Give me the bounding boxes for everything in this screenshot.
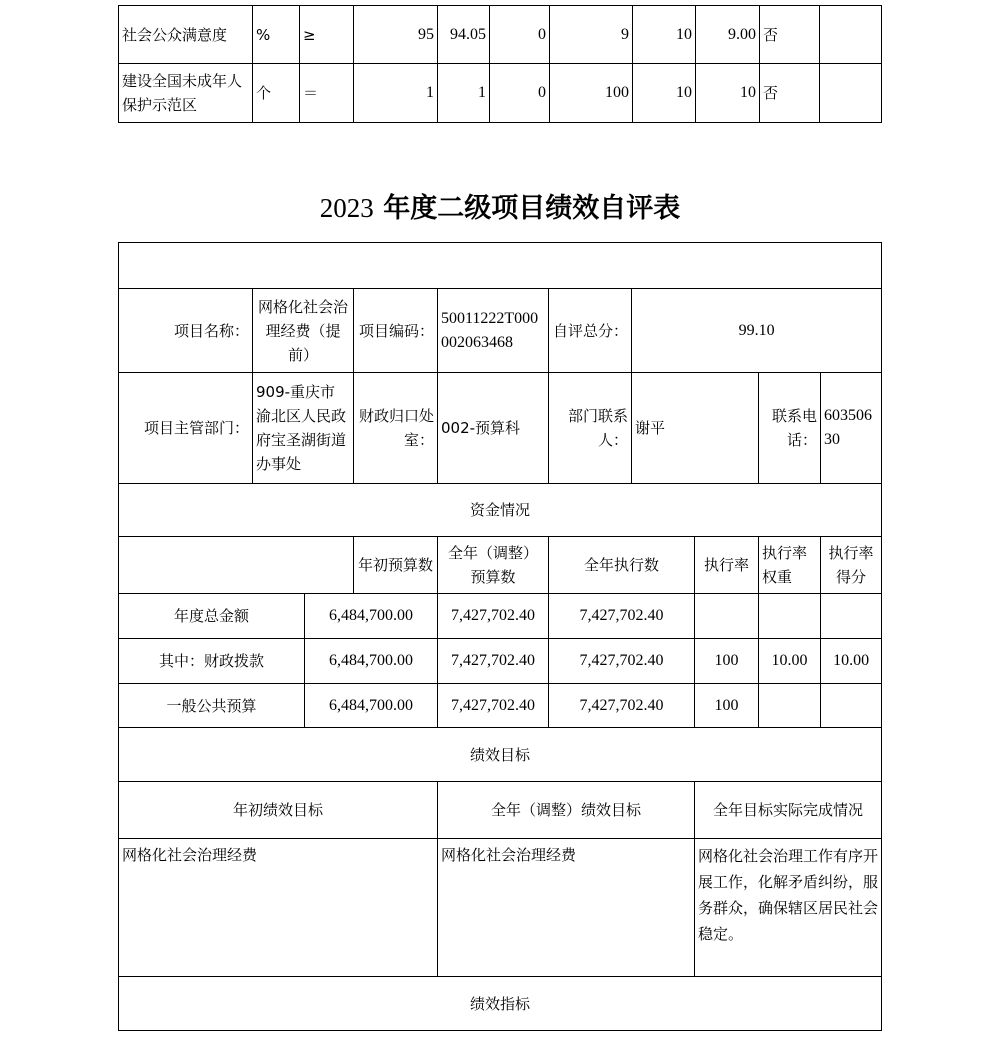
funds-row-label: 一般公共预算	[119, 684, 305, 728]
funds-row-label: 其中：财政拨款	[119, 639, 305, 684]
funds-adjusted: 7,427,702.40	[438, 594, 549, 639]
title-text: 年度二级项目绩效自评表	[383, 193, 681, 224]
dept-info-row	[119, 373, 882, 484]
funds-adjusted: 7,427,702.40	[438, 684, 549, 728]
indicators-section-title: 绩效指标	[119, 977, 882, 1031]
indicator-row	[119, 64, 882, 123]
indicator-row	[119, 6, 882, 64]
indicator-col7: 9	[550, 6, 633, 64]
indicator-flag: 否	[760, 64, 820, 123]
indicator-col9: 10	[696, 64, 760, 123]
goals-header-actual: 全年目标实际完成情况	[695, 782, 882, 839]
project-code-label: 项目编码：	[354, 289, 438, 373]
indicator-col8: 10	[633, 6, 696, 64]
goals-content-row	[119, 839, 882, 977]
indicator-operator: ＝	[300, 64, 354, 123]
funds-initial: 6,484,700.00	[305, 594, 438, 639]
indicator-target: 1	[354, 64, 438, 123]
funds-row	[119, 684, 882, 728]
funds-executed: 7,427,702.40	[549, 684, 695, 728]
indicator-unit: %	[253, 6, 300, 64]
goals-header-row	[119, 782, 882, 839]
indicator-flag: 否	[760, 6, 820, 64]
funds-score	[821, 594, 882, 639]
indicator-target: 95	[354, 6, 438, 64]
self-eval-score: 99.10	[632, 289, 882, 373]
office-label: 财政归口处室：	[354, 373, 438, 484]
phone-label: 联系电话：	[759, 373, 821, 484]
funds-row	[119, 639, 882, 684]
goals-actual: 网格化社会治理工作有序开展工作，化解矛盾纠纷，服务群众，确保辖区居民社会稳定。	[695, 839, 882, 977]
dept-label: 项目主管部门：	[119, 373, 253, 484]
indicator-operator: ≥	[300, 6, 354, 64]
funds-header-weight: 执行率权重	[759, 537, 821, 594]
funds-rate: 100	[695, 684, 759, 728]
indicator-col8: 10	[633, 64, 696, 123]
funds-rate	[695, 594, 759, 639]
goals-header-adjusted: 全年（调整）绩效目标	[438, 782, 695, 839]
funds-executed: 7,427,702.40	[549, 639, 695, 684]
funds-rate: 100	[695, 639, 759, 684]
contact-label: 部门联系人：	[549, 373, 632, 484]
funds-initial: 6,484,700.00	[305, 639, 438, 684]
funds-row-label: 年度总金额	[119, 594, 305, 639]
funds-weight	[759, 594, 821, 639]
office-name: 002-预算科	[438, 373, 549, 484]
funds-section-row	[119, 484, 882, 537]
goals-adjusted: 网格化社会治理经费	[438, 839, 695, 977]
top-indicator-table	[118, 5, 882, 123]
goals-initial: 网格化社会治理经费	[119, 839, 438, 977]
funds-header-initial: 年初预算数	[354, 537, 438, 594]
indicator-name: 社会公众满意度	[119, 6, 253, 64]
indicator-col6: 0	[490, 6, 550, 64]
indicator-col11	[820, 6, 882, 64]
funds-header-rate: 执行率	[695, 537, 759, 594]
funds-weight: 10.00	[759, 639, 821, 684]
funds-score	[821, 684, 882, 728]
indicator-col6: 0	[490, 64, 550, 123]
goals-section-title: 绩效目标	[119, 728, 882, 782]
goals-section-row	[119, 728, 882, 782]
goals-header-initial: 年初绩效目标	[119, 782, 438, 839]
indicators-section-row	[119, 977, 882, 1031]
funds-header-score: 执行率得分	[821, 537, 882, 594]
funds-section-title: 资金情况	[119, 484, 882, 537]
indicator-col11	[820, 64, 882, 123]
funds-header-executed: 全年执行数	[549, 537, 695, 594]
page-title	[0, 186, 1000, 231]
indicator-actual: 1	[438, 64, 490, 123]
funds-row	[119, 594, 882, 639]
funds-score: 10.00	[821, 639, 882, 684]
project-name: 网格化社会治理经费（提前）	[253, 289, 354, 373]
project-name-label: 项目名称：	[119, 289, 253, 373]
phone-number: 60350630	[821, 373, 882, 484]
indicator-name: 建设全国未成年人保护示范区	[119, 64, 253, 123]
contact-name: 谢平	[632, 373, 759, 484]
evaluation-table	[118, 242, 882, 1031]
funds-adjusted: 7,427,702.40	[438, 639, 549, 684]
blank-cell	[119, 243, 882, 289]
funds-executed: 7,427,702.40	[549, 594, 695, 639]
indicator-actual: 94.05	[438, 6, 490, 64]
indicator-unit: 个	[253, 64, 300, 123]
funds-header-blank	[119, 537, 354, 594]
project-code: 50011222T000002063468	[438, 289, 549, 373]
funds-header-adjusted: 全年（调整）预算数	[438, 537, 549, 594]
blank-header-row	[119, 243, 882, 289]
funds-header-row	[119, 537, 882, 594]
funds-weight	[759, 684, 821, 728]
funds-initial: 6,484,700.00	[305, 684, 438, 728]
project-info-row	[119, 289, 882, 373]
indicator-col9: 9.00	[696, 6, 760, 64]
score-label: 自评总分：	[549, 289, 632, 373]
title-year: 2023	[319, 193, 374, 223]
dept-name: 909-重庆市渝北区人民政府宝圣湖街道办事处	[253, 373, 354, 484]
indicator-col7: 100	[550, 64, 633, 123]
